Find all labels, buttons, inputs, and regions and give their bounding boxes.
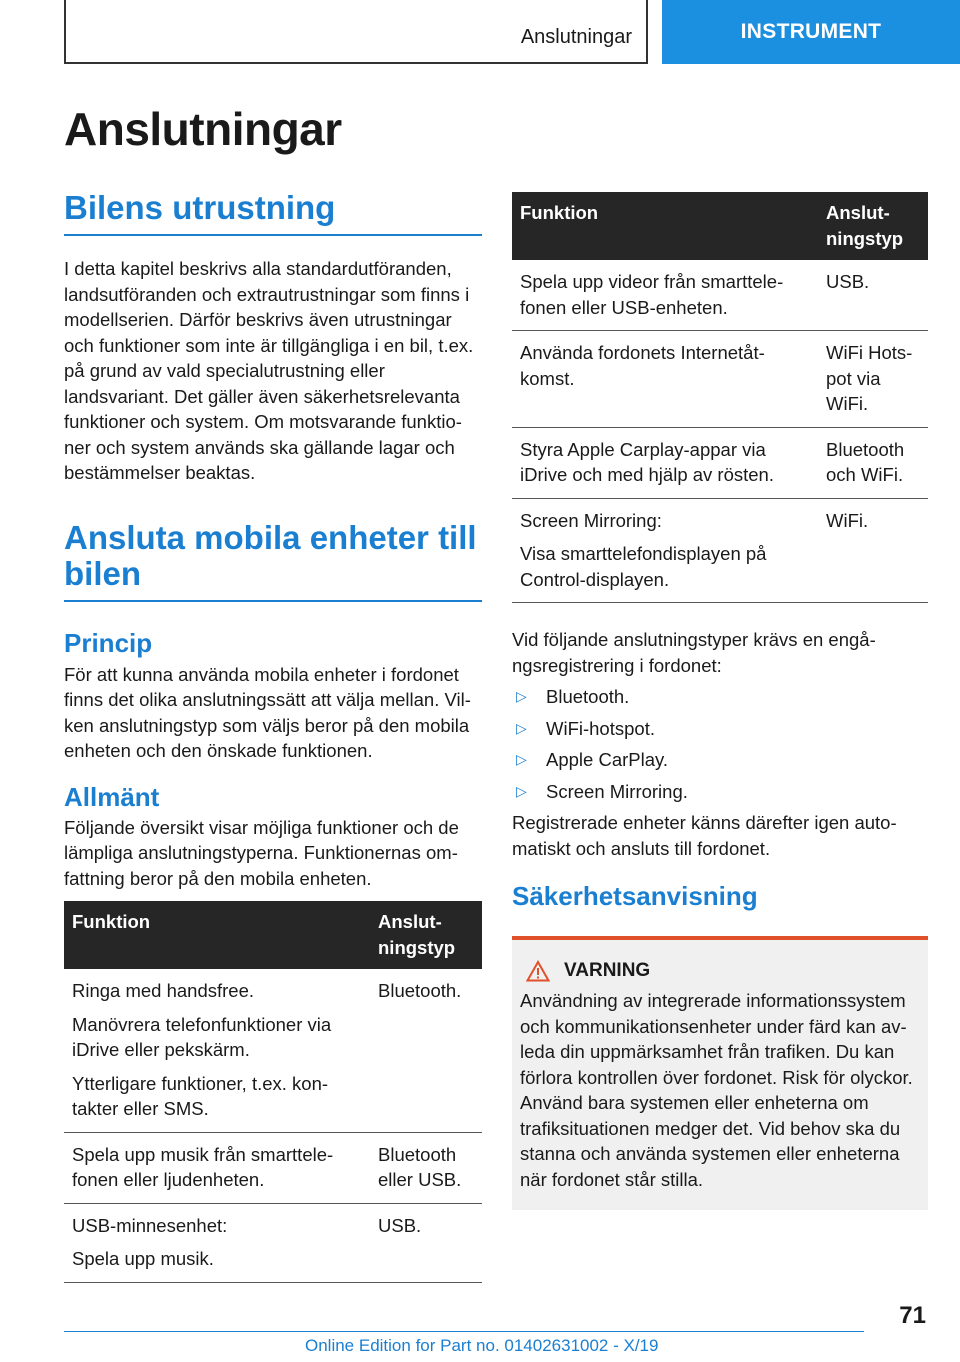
table-cell-anslutningstyp: Bluetooth. xyxy=(370,969,482,1132)
list-item-label: WiFi-hotspot. xyxy=(546,717,655,739)
function-table-right xyxy=(512,192,928,603)
table-cell-funktion xyxy=(64,969,370,1132)
paragraph-registrering: Vid följande anslutningstyper krävs en engångsregistrering i fordonet: xyxy=(512,629,876,676)
table-header-anslutningstyp: Anslutningstyp xyxy=(370,901,482,969)
cell-line: Manövrera telefonfunktioner via iDrive eller pekskärm. xyxy=(72,1013,332,1061)
list-item xyxy=(512,716,928,742)
paragraph-allmant: Följande översikt visar möjliga funktioner och de lämpliga anslutningstyperna. Funktionernas omfattning beror på den mobila enheten. xyxy=(64,816,459,889)
table-cell-anslutningstyp: WiFi Hotspot via WiFi. xyxy=(818,331,928,428)
warning-box xyxy=(512,936,928,1210)
heading-princip: Princip xyxy=(64,628,153,659)
table-cell-funktion xyxy=(512,498,818,603)
heading-sakerhetsanvisning: Säkerhetsanvisning xyxy=(512,881,758,911)
table-header-row xyxy=(512,192,928,260)
table-row xyxy=(64,969,482,1132)
cell-line: Spela upp musik från smarttelefonen eller ljudenheten. xyxy=(72,1143,334,1191)
table-cell-anslutningstyp: Bluetooth och WiFi. xyxy=(818,427,928,498)
table-row xyxy=(64,1132,482,1203)
header-chapter-tab[interactable]: INSTRUMENT xyxy=(662,0,960,64)
list-item-label: Bluetooth. xyxy=(546,686,630,707)
header-section-title: Anslutningar xyxy=(520,26,632,48)
table-header-funktion: Funktion xyxy=(512,192,818,260)
table-row xyxy=(64,1203,482,1282)
cell-line: Spela upp videor från smarttelefonen eller USB-enheten. xyxy=(520,271,784,318)
cell-line: Screen Mirroring: xyxy=(520,509,662,531)
warning-triangle-icon xyxy=(526,960,550,982)
table-cell-funktion xyxy=(64,1132,370,1203)
cell-line: Styra Apple Carplay-appar via iDrive och med hjälp av rösten. xyxy=(520,438,774,485)
warning-header xyxy=(520,960,920,982)
table-cell-anslutningstyp: USB. xyxy=(370,1203,482,1282)
table-row xyxy=(512,331,928,428)
cell-line: Ringa med handsfree. xyxy=(72,980,255,1002)
paragraph-princip: För att kunna använda mobila enheter i fordonet finns det olika anslutningssätt att välja mellan. Vilken anslutningstyp som väljs beror på den mobila enheten och den önskade funktionen. xyxy=(64,663,471,762)
connection-type-list xyxy=(512,684,928,804)
table-row xyxy=(512,427,928,498)
table-header-row xyxy=(64,901,482,969)
left-column xyxy=(64,190,482,1283)
cell-line: Ytterligare funktioner, t.ex. kontakter eller SMS. xyxy=(72,1072,329,1120)
triangle-bullet-icon: ▷ xyxy=(516,751,527,767)
table-cell-funktion xyxy=(512,331,818,428)
heading-allmant: Allmänt xyxy=(64,781,160,812)
table-cell-funktion xyxy=(64,1203,370,1282)
list-item xyxy=(512,747,928,773)
warning-text: Användning av integrerade informationssystem och kommunikationsenheter under färd kan avleda din uppmärksamhet från trafiken. Du kan förlora kontrollen över fordonet. Risk för olyckor. Använd bara systemen eller enheterna om trafiksituationen medger det. Vid behov ska du stanna och använda systemen eller enheterna när fordonet står stilla. xyxy=(520,990,913,1190)
footer-divider xyxy=(64,1331,864,1332)
list-item xyxy=(512,684,928,710)
cell-line: Använda fordonets Internetåtkomst. xyxy=(520,342,765,389)
table-row xyxy=(512,498,928,603)
footer-edition-text: Online Edition for Part no. 01402631002 - X/19 xyxy=(305,1336,659,1355)
heading-ansluta-mobila: Ansluta mobila enheter till bilen xyxy=(64,520,482,603)
cell-line: Spela upp musik. xyxy=(72,1248,214,1270)
table-header-funktion: Funktion xyxy=(64,901,370,969)
heading-bilens-utrustning: Bilens utrustning xyxy=(64,190,482,236)
list-item xyxy=(512,779,928,805)
warning-title: VARNING xyxy=(564,960,651,982)
list-item-label: Screen Mirroring. xyxy=(546,780,688,802)
header-bar xyxy=(64,0,648,64)
table-cell-funktion xyxy=(512,260,818,331)
table-header-anslutningstyp: Anslutningstyp xyxy=(818,192,928,260)
page-title: Anslutningar xyxy=(64,103,342,155)
table-cell-anslutningstyp: WiFi. xyxy=(818,498,928,603)
right-column xyxy=(512,192,928,1210)
paragraph-registrerade: Registrerade enheter känns därefter igen automatiskt och ansluts till fordonet. xyxy=(512,812,897,859)
table-cell-anslutningstyp: USB. xyxy=(818,260,928,331)
triangle-bullet-icon: ▷ xyxy=(516,782,527,799)
list-item-label: Apple CarPlay. xyxy=(546,749,669,770)
table-cell-funktion xyxy=(512,427,818,498)
paragraph-bilens-utrustning: I detta kapitel beskrivs alla standardutföranden, landsutföranden och extrautrustningar som finns i modellserien. Därför beskrivs även utrustningar och funktioner som inte är tillgängliga i en bil, t.ex. på grund av vald specialutrustning eller landsvariant. Det gäller även säkerhetsrelevanta funktioner och system. Om motsvarande funktioner och system används ska gällande lagar och bestämmelser beaktas. xyxy=(64,258,474,484)
cell-line: Visa smarttelefondisplayen på Control-displayen. xyxy=(520,543,767,590)
triangle-bullet-icon: ▷ xyxy=(516,719,527,736)
table-cell-anslutningstyp: Bluetooth eller USB. xyxy=(370,1132,482,1203)
cell-line: USB-minnesenhet: xyxy=(72,1214,228,1236)
table-row xyxy=(512,260,928,331)
triangle-bullet-icon: ▷ xyxy=(516,688,527,704)
page-number: 71 xyxy=(899,1302,926,1329)
footer xyxy=(305,1336,658,1356)
function-table-left xyxy=(64,901,482,1283)
